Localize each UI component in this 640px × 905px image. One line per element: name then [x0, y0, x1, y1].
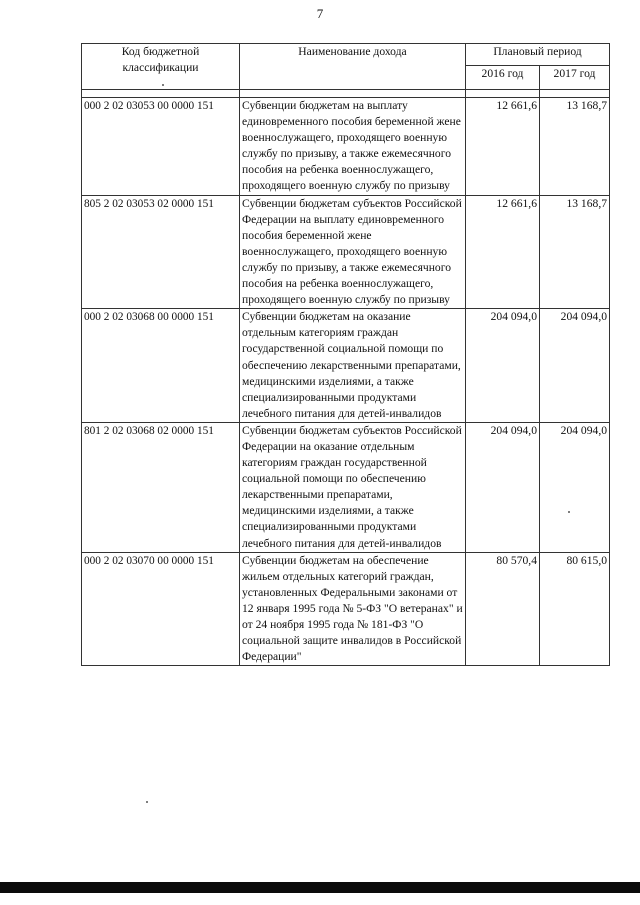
scan-speck [568, 511, 570, 513]
budget-code-cell: 000 2 02 03070 00 0000 151 [82, 552, 240, 666]
scan-speck [146, 801, 148, 803]
table-row [82, 552, 610, 666]
amount-2016-cell: 80 570,4 [466, 552, 540, 666]
scan-edge-bar [0, 882, 640, 893]
header-year-2017: 2017 год [540, 66, 610, 90]
amount-2017-cell: 80 615,0 [540, 552, 610, 666]
amount-2017-cell: 13 168,7 [540, 98, 610, 196]
header-revenue-name: Наименование дохода [240, 44, 466, 90]
revenue-name-cell: Субвенции бюджетам на обеспечение жильем отдельных категорий граждан, установленных Федеральными законами от 12 января 1995 года № 5-ФЗ "О ветеранах" и от 24 ноября 1995 года № 181-ФЗ "О социальной защите инвалидов в Российской Федерации" [240, 552, 466, 666]
amount-2017-cell: 13 168,7 [540, 195, 610, 309]
amount-2016-cell: 204 094,0 [466, 309, 540, 423]
revenue-name-cell: Субвенции бюджетам на оказание отдельным категориям граждан государственной социальной помощи по обеспечению лекарственными препаратами, медицинскими изделиями, а также специализированными продуктами лечебного питания для детей-инвалидов [240, 309, 466, 423]
page-number: 7 [316, 6, 324, 21]
revenue-name-cell: Субвенции бюджетам субъектов Российской Федерации на оказание отдельным категориям граждан государственной социальной помощи по обеспечению лекарственными препаратами, медицинскими изделиями, а также специализированными продуктами лечебного питания для детей-инвалидов [240, 422, 466, 552]
table-row [82, 422, 610, 552]
revenue-name-cell: Субвенции бюджетам субъектов Российской Федерации на выплату единовременного пособия беременной жене военнослужащего, проходящего военную службу по призыву, а также ежемесячного пособия на ребенка военнослужащего, проходящего военную службу по призыву [240, 195, 466, 309]
header-year-2016: 2016 год [466, 66, 540, 90]
header-budget-code: Код бюджетной классификации [82, 44, 240, 90]
scan-speck [162, 84, 164, 86]
budget-code-cell: 801 2 02 03068 02 0000 151 [82, 422, 240, 552]
table-row [82, 98, 610, 196]
revenue-table [81, 43, 610, 666]
amount-2017-cell: 204 094,0 [540, 309, 610, 423]
budget-code-cell: 000 2 02 03068 00 0000 151 [82, 309, 240, 423]
budget-code-cell: 805 2 02 03053 02 0000 151 [82, 195, 240, 309]
revenue-name-cell: Субвенции бюджетам на выплату единовременного пособия беременной жене военнослужащего, проходящего военную службу по призыву, а также ежемесячного пособия на ребенка военнослужащего, проходящего военную службу по призыву [240, 98, 466, 196]
table-row [82, 195, 610, 309]
amount-2016-cell: 12 661,6 [466, 98, 540, 196]
header-spacer-row [82, 90, 610, 98]
amount-2017-cell: 204 094,0 [540, 422, 610, 552]
amount-2016-cell: 12 661,6 [466, 195, 540, 309]
table-row [82, 309, 610, 423]
amount-2016-cell: 204 094,0 [466, 422, 540, 552]
header-plan-period: Плановый период [466, 44, 610, 66]
budget-code-cell: 000 2 02 03053 00 0000 151 [82, 98, 240, 196]
